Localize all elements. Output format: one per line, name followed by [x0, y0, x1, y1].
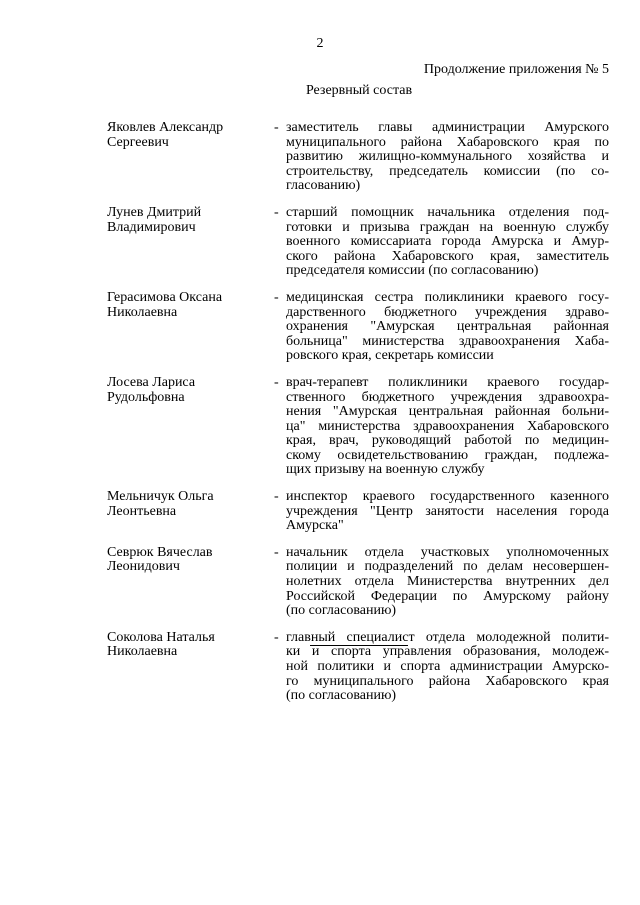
member-role-line: готовки и призыва граждан на военную службу — [286, 219, 609, 235]
member-role-line: полиции и подразделений по делам несовершен- — [286, 559, 609, 575]
member-role-line: ского района Хабаровского края, заместитель — [286, 248, 609, 264]
member-role-line: Амурска" — [286, 518, 344, 534]
member-role-line: скому освидетельствованию граждан, подлежа- — [286, 447, 609, 463]
member-role — [286, 376, 609, 478]
section-title: Резервный состав — [305, 83, 413, 98]
member-role-line: председателя комиссии (по согласованию) — [286, 263, 539, 279]
dash-separator: - — [274, 374, 279, 390]
member-name-line: Мельничук Ольга — [107, 489, 214, 505]
member-role-line: развитию жилищно-коммунального хозяйства и — [286, 149, 609, 165]
member-role-line: края, врач, руководящий работой по медицин- — [286, 433, 609, 449]
roster-entry — [107, 376, 609, 478]
member-role-line: ной политики и спорта администрации Амурско- — [286, 659, 609, 674]
roster-entry — [107, 121, 609, 194]
member-role — [286, 121, 609, 194]
member-role-line: (по согласованию) — [286, 688, 397, 704]
member-role-line: начальник отдела участковых уполномоченных — [286, 544, 609, 560]
member-name — [107, 376, 274, 478]
roster-entry — [107, 206, 609, 279]
member-role-line: старший помощник начальника отделения под- — [286, 204, 609, 220]
member-role-line: заместитель главы администрации Амурского — [286, 120, 609, 135]
end-divider-line — [310, 645, 408, 646]
roster-entry — [107, 546, 609, 619]
member-name-line: Леонидович — [107, 559, 180, 575]
member-role-line: главный специалист отдела молодежной полити- — [286, 629, 609, 645]
dash-separator: - — [274, 629, 279, 645]
page-number: 2 — [316, 36, 324, 51]
member-name-line: Лунев Дмитрий — [107, 204, 202, 220]
member-name-line: Лосева Лариса — [107, 374, 196, 390]
member-role — [286, 631, 609, 704]
member-name — [107, 291, 274, 364]
member-name — [107, 121, 274, 194]
member-name — [107, 206, 274, 279]
member-name-line: Яковлев Александр — [107, 120, 224, 135]
member-name-line: Сергеевич — [107, 134, 169, 150]
dash-separator: - — [274, 489, 279, 505]
member-role-line: инспектор краевого государственного казенного — [286, 489, 609, 505]
member-name-line: Рудольфовна — [107, 389, 185, 405]
member-name-line: Владимирович — [107, 219, 196, 235]
member-role-line: муниципального района Хабаровского края по — [286, 134, 609, 150]
member-role-line: нения "Амурская центральная районная больни- — [286, 404, 609, 420]
roster-entry — [107, 490, 609, 534]
member-name-line: Леонтьевна — [107, 503, 177, 519]
member-role-line: ки и спорта управления образования, молодеж- — [286, 644, 609, 660]
member-role-line: го муниципального района Хабаровского края — [286, 673, 609, 689]
member-role — [286, 291, 609, 364]
member-name-line: Севрюк Вячеслав — [107, 544, 213, 560]
member-role-line: больница" министерства здравоохранения Хаба- — [286, 333, 609, 349]
dash-separator: - — [274, 289, 279, 305]
member-role — [286, 206, 609, 279]
appendix-continuation-note: Продолжение приложения № 5 — [423, 62, 609, 77]
dash-separator: - — [274, 120, 279, 135]
member-name — [107, 490, 274, 534]
member-role-line: строительству, председатель комиссии (по со- — [286, 163, 609, 179]
member-role — [286, 546, 609, 619]
member-role-line: ровского края, секретарь комиссии — [286, 348, 494, 364]
member-role-line: (по согласованию) — [286, 603, 397, 619]
member-name-line: Герасимова Оксана — [107, 289, 223, 305]
member-role — [286, 490, 609, 534]
member-name-line: Соколова Наталья — [107, 629, 215, 645]
roster-entry — [107, 291, 609, 364]
member-role-line: ца" министерства здравоохранения Хабаровского — [286, 418, 609, 434]
member-role-line: ственного бюджетного учреждения здравоохра- — [286, 389, 609, 405]
member-role-line: дарственного бюджетного учреждения здраво- — [286, 304, 609, 320]
reserve-roster — [107, 121, 609, 716]
member-role-line: нолетних отдела Министерства внутренних дел — [286, 574, 609, 590]
member-name — [107, 631, 274, 704]
member-role-line: гласованию) — [286, 178, 361, 194]
member-role-line: Российской Федерации по Амурскому району — [286, 588, 609, 604]
dash-separator: - — [274, 544, 279, 560]
member-role-line: военного комиссариата города Амурска и Амур- — [286, 234, 609, 250]
member-name-line: Николаевна — [107, 304, 178, 320]
member-role-line: щих призыву на военную службу — [286, 462, 485, 478]
member-role-line: охранения "Амурская центральная районная — [286, 319, 609, 335]
dash-separator: - — [274, 204, 279, 220]
member-name-line: Николаевна — [107, 644, 178, 660]
member-role-line: учреждения "Центр занятости населения города — [286, 503, 609, 519]
member-role-line: врач-терапевт поликлиники краевого государ- — [286, 374, 609, 390]
member-role-line: медицинская сестра поликлиники краевого госу- — [286, 289, 609, 305]
roster-entry — [107, 631, 609, 704]
member-name — [107, 546, 274, 619]
